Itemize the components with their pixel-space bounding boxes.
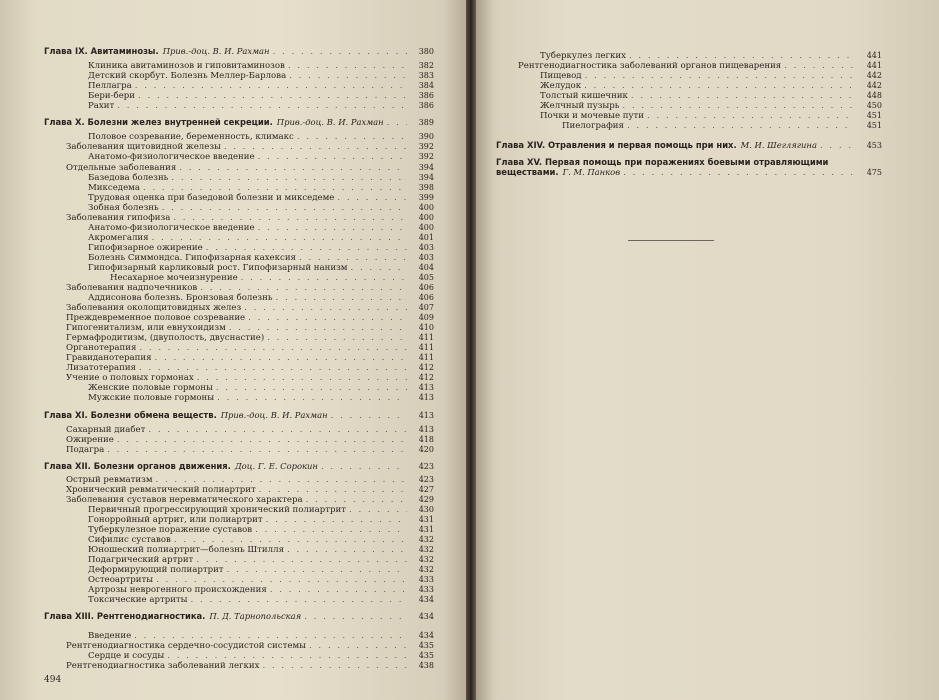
dot-leader	[309, 641, 407, 651]
toc-entry-title: Отдельные заболевания	[66, 163, 177, 173]
toc-entry	[66, 163, 434, 173]
toc-entry-title: Базедова болезнь	[88, 173, 169, 183]
toc-entry	[540, 71, 882, 81]
toc-entry	[88, 651, 434, 661]
toc-entry	[88, 565, 434, 575]
toc-entry	[88, 71, 434, 81]
toc-entry	[88, 505, 434, 515]
toc-page-number: 407	[418, 303, 434, 312]
toc-page-number: 442	[866, 71, 882, 80]
toc-entry-title: Гравиданотерапия	[66, 353, 152, 363]
toc-entry-title: Деформирующий полиартрит	[88, 565, 224, 575]
toc-chapter-entry	[44, 117, 434, 128]
toc-entry-title: Гонорройный артрит, или полиартрит	[88, 515, 263, 525]
dot-leader	[191, 595, 407, 605]
toc-entry	[66, 661, 434, 671]
dot-leader	[270, 585, 407, 595]
dot-leader	[156, 575, 407, 585]
toc-entry	[88, 631, 434, 641]
dot-leader	[262, 661, 407, 671]
toc-entry-title: Толстый кишечник	[540, 91, 628, 101]
toc-entry-title: Почки и мочевые пути	[540, 111, 645, 121]
toc-entry	[88, 101, 434, 111]
dot-leader	[287, 545, 407, 555]
toc-page-number: 427	[418, 485, 434, 494]
toc-entry	[66, 323, 434, 333]
toc-entry-title: Зобная болезнь	[88, 203, 159, 213]
toc-page-number: 394	[418, 163, 434, 172]
toc-entry-title: веществами.	[496, 167, 559, 177]
toc-entry-title: Ожирение	[66, 435, 114, 445]
toc-entry-title: Токсические артриты	[88, 595, 188, 605]
toc-entry-author: Г. М. Панков	[562, 167, 621, 177]
toc-entry	[66, 353, 434, 363]
toc-page-number: 435	[418, 641, 434, 650]
dot-leader	[167, 651, 407, 661]
dot-leader	[217, 393, 407, 403]
toc-entry-title: Болезнь Симмондса. Гипофизарная кахексия	[88, 253, 296, 263]
toc-entry-title: Анатомо-физиологическое введение	[88, 223, 255, 233]
toc-entry	[66, 495, 434, 505]
toc-entry-title: Глава XI. Болезни обмена веществ.	[44, 410, 217, 420]
toc-page-number: 386	[418, 91, 434, 100]
dot-leader	[216, 383, 407, 393]
toc-entry	[88, 223, 434, 233]
toc-entry-author: П. Д. Тарнопольская	[209, 611, 302, 621]
toc-page-number: 406	[418, 293, 434, 302]
toc-page-number: 441	[866, 61, 882, 70]
toc-entry	[88, 525, 434, 535]
right-page	[476, 0, 939, 700]
toc-page-number: 400	[418, 203, 434, 212]
toc-page-number: 403	[418, 243, 434, 252]
toc-entry	[66, 213, 434, 223]
toc-page-number: 418	[418, 435, 434, 444]
dot-leader	[224, 142, 407, 152]
dot-leader	[200, 283, 407, 293]
toc-entry	[66, 313, 434, 323]
toc-page-number: 382	[418, 61, 434, 70]
toc-page-number: 398	[418, 183, 434, 192]
dot-leader	[138, 91, 407, 101]
dot-leader	[288, 61, 407, 71]
dot-leader	[197, 373, 407, 383]
dot-leader	[156, 475, 408, 485]
toc-entry	[88, 595, 434, 605]
toc-entry-title: Преждевременное половое созревание	[66, 313, 246, 323]
dot-leader	[631, 91, 855, 101]
dot-leader	[306, 495, 407, 505]
toc-chapter-entry	[44, 46, 434, 57]
toc-page-number: 434	[418, 595, 434, 604]
toc-page-number: 423	[418, 475, 434, 484]
toc-entry-title: Заболевания околощитовидных желез	[66, 303, 242, 313]
dot-leader	[255, 525, 407, 535]
toc-entry-title: Гипофизарное ожирение	[88, 243, 203, 253]
toc-entry-title: Заболевания гипофиза	[66, 213, 171, 223]
toc-entry-author: Прив.-доц. В. И. Рахман	[220, 410, 328, 420]
toc-entry	[540, 81, 882, 91]
dot-leader	[107, 445, 407, 455]
toc-page-number: 433	[418, 575, 434, 584]
toc-page-number: 405	[418, 273, 434, 282]
toc-entry	[540, 51, 882, 61]
toc-entry-title: Первичный прогрессирующий хронический полиартрит	[88, 505, 346, 515]
toc-entry-title: Глава X. Болезни желез внутренней секреции.	[44, 117, 273, 127]
toc-entry-author: М. И. Шеглягина	[740, 140, 817, 150]
toc-entry	[88, 575, 434, 585]
toc-entry-title: Гипофизарный карликовый рост. Гипофизарный нанизм	[88, 263, 348, 273]
dot-leader	[266, 515, 407, 525]
toc-page-number: 420	[418, 445, 434, 454]
toc-page-number: 429	[418, 495, 434, 504]
toc-page-number: 435	[418, 651, 434, 660]
toc-page-number: 401	[418, 233, 434, 242]
toc-entry-title: Аддисонова болезнь. Бронзовая болезнь	[88, 293, 273, 303]
dot-leader	[139, 343, 407, 353]
dot-leader	[337, 193, 407, 203]
toc-page-number: 438	[418, 661, 434, 670]
toc-page-number: 400	[418, 223, 434, 232]
dot-leader	[585, 71, 855, 81]
toc-page-number: 441	[866, 51, 882, 60]
toc-entry-author: Прив.-доц. В. И. Рахман	[276, 117, 384, 127]
toc-page-number: 453	[866, 141, 882, 150]
toc-page-number: 413	[418, 393, 434, 402]
toc-page-number: 412	[418, 363, 434, 372]
dot-leader	[248, 313, 407, 323]
dot-leader	[135, 81, 407, 91]
dot-leader	[820, 141, 855, 151]
dot-leader	[647, 111, 855, 121]
toc-chapter-entry	[44, 461, 434, 472]
toc-entry	[66, 485, 434, 495]
toc-entry	[110, 273, 434, 283]
toc-page-number: 384	[418, 81, 434, 90]
toc-page-number: 406	[418, 283, 434, 292]
toc-entry	[66, 142, 434, 152]
toc-entry-title: Пиелография	[562, 121, 624, 131]
dot-leader	[241, 273, 407, 283]
dot-leader	[174, 535, 407, 545]
toc-entry-title: Глава XIV. Отравления и первая помощь при них.	[496, 140, 737, 150]
dot-leader	[139, 363, 407, 373]
toc-entry-title: Сердце и сосуды	[88, 651, 165, 661]
toc-entry-title: Учение о половых гормонах	[66, 373, 194, 383]
dot-leader	[258, 152, 407, 162]
dot-leader	[276, 293, 407, 303]
toc-page-number: 430	[418, 505, 434, 514]
toc-entry	[88, 173, 434, 183]
toc-entry-title: Клиника авитаминозов и гиповитаминозов	[88, 61, 285, 71]
toc-entry	[88, 383, 434, 393]
toc-entry-title: Рентгенодиагностика заболеваний легких	[66, 661, 260, 671]
dot-leader	[227, 565, 407, 575]
toc-entry-title: Туберкулезное поражение суставов	[88, 525, 253, 535]
toc-entry-title: Мужские половые гормоны	[88, 393, 215, 403]
toc-entry	[88, 253, 434, 263]
toc-page-number: 411	[418, 333, 434, 342]
toc-chapter-entry	[496, 140, 882, 151]
dot-leader	[267, 333, 407, 343]
toc-entry-title: Рентгенодиагностика сердечно-сосудистой системы	[66, 641, 306, 651]
dot-leader	[299, 253, 407, 263]
toc-page-number: 410	[418, 323, 434, 332]
toc-page-number: 432	[418, 545, 434, 554]
toc-page-number: 380	[418, 47, 434, 56]
dot-leader	[331, 411, 407, 421]
toc-entry-title: Пеллагра	[88, 81, 132, 91]
toc-entry	[88, 233, 434, 243]
toc-page-number: 390	[418, 132, 434, 141]
dot-leader	[297, 132, 407, 142]
toc-entry-title: Юношеский полиартрит—болезнь Штилля	[88, 545, 284, 555]
toc-entry-title: Заболевания надпочечников	[66, 283, 198, 293]
toc-entry	[88, 263, 434, 273]
toc-page-number: 451	[866, 111, 882, 120]
toc-entry	[66, 435, 434, 445]
toc-page-number: 392	[418, 152, 434, 161]
toc-page-number: 450	[866, 101, 882, 110]
toc-entry	[66, 343, 434, 353]
toc-entry-title: Введение	[88, 631, 132, 641]
dot-leader	[206, 243, 407, 253]
dot-leader	[117, 101, 407, 111]
toc-entry	[88, 152, 434, 162]
toc-page-number: 403	[418, 253, 434, 262]
toc-entry	[88, 91, 434, 101]
toc-entry	[88, 193, 434, 203]
toc-page-number: 448	[866, 91, 882, 100]
dot-leader	[289, 71, 407, 81]
dot-leader	[148, 425, 407, 435]
toc-entry-author: Прив.-доц. В. И. Рахман	[162, 46, 270, 56]
toc-entry	[88, 183, 434, 193]
toc-page-number: 431	[418, 525, 434, 534]
toc-entry-title: Острый ревматизм	[66, 475, 153, 485]
toc-entry-title: Сахарный диабет	[66, 425, 146, 435]
dot-leader	[784, 61, 855, 71]
dot-leader	[152, 233, 407, 243]
dot-leader	[273, 47, 407, 57]
toc-entry-title: Лизатотерапия	[66, 363, 136, 373]
toc-entry-title: Несахарное мочеизнурение	[110, 273, 238, 283]
toc-chapter-entry	[44, 611, 434, 622]
toc-chapter-entry	[496, 167, 882, 178]
toc-entry	[66, 475, 434, 485]
toc-entry	[88, 515, 434, 525]
toc-page-number: 413	[418, 425, 434, 434]
toc-entry	[518, 61, 882, 71]
toc-entry-title: Туберкулез легких	[540, 51, 626, 61]
toc-entry	[66, 445, 434, 455]
toc-entry	[88, 203, 434, 213]
toc-entry-title: Рахит	[88, 101, 115, 111]
toc-page-number: 451	[866, 121, 882, 130]
toc-entry	[88, 585, 434, 595]
book-spine	[466, 0, 476, 700]
dot-leader	[162, 203, 407, 213]
toc-entry	[88, 243, 434, 253]
toc-entry	[66, 363, 434, 373]
toc-entry-title: Хронический ревматический полиартрит	[66, 485, 256, 495]
dot-leader	[321, 462, 407, 472]
toc-entry	[88, 293, 434, 303]
toc-entry-title: Подагрический артрит	[88, 555, 194, 565]
dot-leader	[134, 631, 407, 641]
dot-leader	[179, 163, 407, 173]
toc-entry-title: Заболевания суставов неревматического характера	[66, 495, 303, 505]
toc-entry-title: Рентгенодиагностика заболеваний органов пищеварения	[518, 61, 782, 71]
page-number: 494	[44, 675, 62, 685]
toc-entry-title: Женские половые гормоны	[88, 383, 213, 393]
toc-page-number: 409	[418, 313, 434, 322]
toc-entry-title: Детский скорбут. Болезнь Меллер-Барлова	[88, 71, 287, 81]
toc-entry	[66, 303, 434, 313]
toc-entry	[88, 61, 434, 71]
toc-page-number: 432	[418, 555, 434, 564]
toc-entry-title: Артрозы неврогенного происхождения	[88, 585, 267, 595]
dot-leader	[629, 51, 855, 61]
toc-entry	[66, 641, 434, 651]
toc-entry-title: Глава XII. Болезни органов движения.	[44, 461, 231, 471]
toc-entry-title: Гермафродитизм, (двуполость, двуснастие)	[66, 333, 265, 343]
left-page	[0, 0, 467, 700]
dot-leader	[229, 323, 407, 333]
toc-entry-title: Подагра	[66, 445, 105, 455]
dot-leader	[143, 183, 407, 193]
toc-page-number: 434	[418, 631, 434, 640]
toc-page-number: 413	[418, 383, 434, 392]
toc-entry-title: Желудок	[540, 81, 582, 91]
toc-entry	[66, 283, 434, 293]
toc-page-number: 392	[418, 142, 434, 151]
toc-entry	[88, 535, 434, 545]
toc-entry	[540, 111, 882, 121]
toc-page-number: 433	[418, 585, 434, 594]
toc-page-number: 389	[418, 118, 434, 127]
toc-page-number: 386	[418, 101, 434, 110]
toc-entry	[66, 333, 434, 343]
toc-entry	[562, 121, 882, 131]
dot-leader	[155, 353, 407, 363]
toc-entry-title: Остеоартриты	[88, 575, 154, 585]
toc-entry	[540, 101, 882, 111]
toc-page-number: 400	[418, 213, 434, 222]
toc-page-number: 411	[418, 343, 434, 352]
toc-page-number: 412	[418, 373, 434, 382]
toc-entry-title: Глава IX. Авитаминозы.	[44, 46, 159, 56]
dot-leader	[304, 612, 407, 622]
toc-entry-title: Глава XV. Первая помощь при поражениях боевыми отравляющими	[496, 157, 829, 167]
toc-page-number: 413	[418, 411, 434, 420]
toc-entry-title: Акромегалия	[88, 233, 149, 243]
dot-leader	[350, 263, 407, 273]
toc-page-number: 434	[418, 612, 434, 621]
toc-page-number: 475	[866, 168, 882, 177]
toc-entry	[88, 81, 434, 91]
toc-page-number: 432	[418, 535, 434, 544]
dot-leader	[622, 101, 855, 111]
toc-entry-title: Заболевания щитовидной железы	[66, 142, 221, 152]
dot-leader	[387, 118, 407, 128]
toc-page-number: 411	[418, 353, 434, 362]
toc-entry	[88, 132, 434, 142]
toc-entry-title: Трудовая оценка при базедовой болезни и микседеме	[88, 193, 335, 203]
toc-entry-title: Органотерапия	[66, 343, 137, 353]
toc-entry-title: Микседема	[88, 183, 140, 193]
toc-entry	[88, 393, 434, 403]
toc-entry	[88, 555, 434, 565]
dot-leader	[173, 213, 407, 223]
toc-page-number: 383	[418, 71, 434, 80]
toc-entry-title: Глава XIII. Рентгенодиагностика.	[44, 611, 206, 621]
dot-leader	[117, 435, 407, 445]
toc-page-number: 423	[418, 462, 434, 471]
toc-entry	[66, 373, 434, 383]
dot-leader	[259, 485, 407, 495]
toc-entry	[66, 425, 434, 435]
toc-page-number: 432	[418, 565, 434, 574]
toc-entry-title: Сифилис суставов	[88, 535, 171, 545]
dot-leader	[258, 223, 407, 233]
dot-leader	[171, 173, 407, 183]
toc-entry-title: Желчный пузырь	[540, 101, 620, 111]
toc-page-number: 442	[866, 81, 882, 90]
toc-entry-title: Бери-бери	[88, 91, 136, 101]
toc-entry	[88, 545, 434, 555]
toc-entry-author: Доц. Г. Е. Сорокин	[234, 461, 318, 471]
toc-page-number: 399	[418, 193, 434, 202]
dot-leader	[627, 121, 855, 131]
toc-chapter-entry	[44, 410, 434, 421]
toc-page-number: 431	[418, 515, 434, 524]
dot-leader	[584, 81, 855, 91]
toc-entry-title: Анатомо-физиологическое введение	[88, 152, 255, 162]
toc-entry-title: Гипогенитализм, или евнухоидизм	[66, 323, 226, 333]
toc-page-number: 394	[418, 173, 434, 182]
toc-entry-title: Пищевод	[540, 71, 582, 81]
toc-page-number: 404	[418, 263, 434, 272]
toc-entry-title: Половое созревание, беременность, климакс	[88, 132, 294, 142]
section-rule	[628, 240, 714, 241]
toc-entry	[540, 91, 882, 101]
toc-chapter-entry	[496, 157, 882, 167]
dot-leader	[623, 168, 855, 178]
dot-leader	[349, 505, 407, 515]
dot-leader	[244, 303, 407, 313]
dot-leader	[196, 555, 407, 565]
